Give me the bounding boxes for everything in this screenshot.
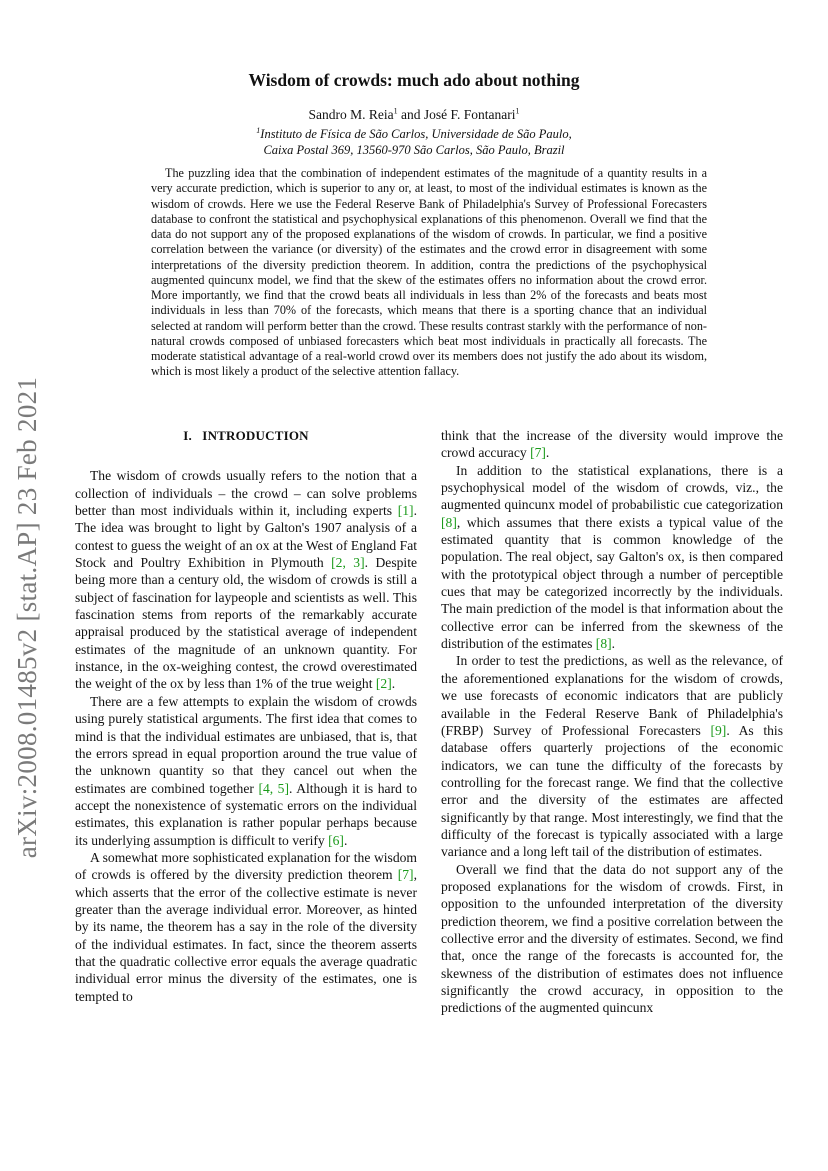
- author-affiliation-marker: 1: [393, 106, 398, 116]
- paragraph-text: A somewhat more sophisticated explanation for the wisdom of crowds is offered by the diversity prediction theorem: [75, 849, 417, 883]
- citation-link[interactable]: [6]: [328, 832, 344, 848]
- affiliation-institute: Instituto de Física de São Carlos, Universidade de São Paulo,: [260, 127, 572, 141]
- paragraph-text: The wisdom of crowds usually refers to the notion that a collection of individuals – the crowd – can solve problems better than most individuals within it, including experts: [75, 468, 417, 519]
- arxiv-identifier-text: arXiv:2008.01485v2 [stat.AP] 23 Feb 2021: [12, 376, 43, 858]
- paper-title: Wisdom of crowds: much ado about nothing: [248, 70, 580, 90]
- body-paragraph: [441, 652, 783, 860]
- paragraph-text: In addition to the statistical explanations, there is a psychophysical model of the wisdom of crowds, viz., the augmented quincunx model of probabilistic cue categorization: [441, 462, 783, 513]
- paragraph-text: think that the increase of the diversity would improve the crowd accuracy: [441, 428, 783, 461]
- paragraph-text: . The idea was brought to light by Galton's 1907 analysis of a contest to guess the weight of an ox at the West of England Fat Stock and Poultry Exhibition in Plymouth: [75, 503, 417, 571]
- affiliation-block: [0, 126, 828, 158]
- author-name: José F. Fontanari: [423, 107, 516, 122]
- paragraph-text: .: [391, 676, 396, 692]
- body-paragraph: [75, 467, 417, 692]
- citation-link[interactable]: [2, 3]: [331, 555, 365, 571]
- paragraph-text: Overall we find that the data do not support any of the proposed explanations for the wisdom of crowds. First, in opposition to the unfounded interpretation of the diversity prediction theorem, we find a positive correlation between the collective error and the diversity of estimates. Second, we find that, once the range of the forecasts is accounted for, the skewness of the distribution of estimates does not influence significantly the crowd accuracy, in opposition to the predictions of the augmented quincunx: [441, 861, 783, 1016]
- paragraph-text: , which asserts that the error of the collective estimate is never greater than the average individual error. Moreover, as hinted by its name, the theorem has a say in the role of the diversity of the individual estimates. In fact, since the theorem asserts that the quadratic collective error equals the average quadratic individual error minus the diversity of the estimates, one is tempted to: [75, 867, 417, 1004]
- affiliation-line-2: Caixa Postal 369, 13560-970 São Carlos, São Paulo, Brazil: [263, 143, 565, 157]
- paragraph-text: There are a few attempts to explain the wisdom of crowds using purely statistical arguments. The first idea that comes to mind is that the individual estimates are unbiased, that is, that the errors spread in equal proportion around the true value of the unknown quantity so that they cancel out when the estimates are combined together: [75, 693, 417, 796]
- affiliation-marker: 1: [256, 125, 261, 135]
- citation-link[interactable]: [7]: [397, 867, 414, 883]
- paragraph-text: . Although it is hard to accept the nonexistence of systematic errors on the individual estimates, this explanation is rather popular perhaps because its underlying assumption is difficult to verify: [75, 780, 417, 848]
- paragraph-text: , which assumes that there exists a typical value of the estimated quantity that is common knowledge of the population. The real object, say Galton's ox, is then compared with the prototypical object through a number of perceptible cues that may be categorized incorrectly by the individuals. The main prediction of the model is that information about the collective error can be inferred from the skewness of the distribution of the estimates: [441, 514, 783, 652]
- left-column-body: [75, 467, 417, 1005]
- citation-link[interactable]: [1]: [397, 503, 414, 519]
- paragraph-text: . Despite being more than a century old, the wisdom of crowds is still a subject of fascination for laypeople and scientists as well. This fascination stems from reports of the remarkably accurate appraisal produced by the statistical average of independent estimates of the magnitude of an unknown quantity. For instance, in the ox-weighing contest, the crowd overestimated the weight of the ox by less than 1% of the true weight: [75, 555, 418, 692]
- citation-link[interactable]: [8]: [595, 636, 612, 652]
- body-paragraph: [75, 849, 417, 1005]
- section-heading-introduction: I. INTRODUCTION: [183, 428, 309, 443]
- author-affiliation-marker: 1: [515, 106, 520, 116]
- author-name: Sandro M. Reia: [308, 107, 394, 122]
- body-paragraph: [441, 861, 783, 1017]
- paragraph-text: .: [545, 445, 550, 461]
- author-list: [0, 107, 828, 123]
- arxiv-identifier-stamp: [8, 357, 48, 877]
- right-column: [441, 427, 783, 1017]
- body-paragraph: [441, 462, 783, 653]
- paragraph-text: .: [611, 636, 616, 652]
- paragraph-text: In order to test the predictions, as well as the relevance, of the aforementioned explanations for the wisdom of crowds, we use forecasts of economic indicators that are publicly available in the Federal Reserve Bank of Philadelphia's (FRBP) Survey of Professional Forecasters: [441, 653, 783, 738]
- affiliation-line-1: [0, 126, 828, 142]
- body-paragraph: [441, 427, 783, 462]
- author-joiner: and: [397, 107, 424, 122]
- paragraph-text: . As this database offers quarterly projections of the economic indicators, we can tune the difficulty of the forecasts by controlling for the forecast range. We find that the collective error and the diversity of the estimates are affected significantly by that range. Most interestingly, we find that the difficulty of the forecast is typically associated with a large variance and a long left tail of the distribution of estimates.: [441, 722, 783, 860]
- paragraph-text: .: [343, 832, 348, 848]
- citation-link[interactable]: [2]: [375, 676, 392, 692]
- abstract: The puzzling idea that the combination of independent estimates of the magnitude of a quantity results in a very accurate prediction, which is superior to any or, at least, to most of the individual estimates is known as the wisdom of crowds. Here we use the Federal Reserve Bank of Philadelphia's Survey of Professional Forecasters database to confront the statistical and psychophysical explanations of this phenomenon. Overall we find that the data do not support any of the proposed explanations of the wisdom of crowds. In particular, we find a positive correlation between the variance (or diversity) of the estimates and the crowd error in disagreement with some interpretations of the diversity prediction theorem. In addition, contra the predictions of the psychophysical augmented quincunx model, we find that the skew of the estimates offers no information about the crowd error. More importantly, we find that the crowd beats all individuals in less than 2% of the forecasts and beats most individuals in less than 70% of the forecasts, which means that there is a sporting chance that an individual selected at random will perform better than the crowd. These results contrast starkly with the performance of non-natural crowds composed of unbiased forecasters which beat most individuals in practically all forecasts. The moderate statistical advantage of a real-world crowd over its members does not justify the ado about its wisdom, which is most likely a product of the selective attention fallacy.: [151, 166, 707, 379]
- body-paragraph: [75, 693, 417, 849]
- right-column-body: [441, 427, 783, 1017]
- citation-link[interactable]: [7]: [530, 445, 546, 461]
- citation-link[interactable]: [8]: [441, 514, 457, 530]
- citation-link[interactable]: [9]: [710, 722, 727, 738]
- citation-link[interactable]: [4, 5]: [258, 780, 290, 796]
- left-column: [75, 427, 417, 1005]
